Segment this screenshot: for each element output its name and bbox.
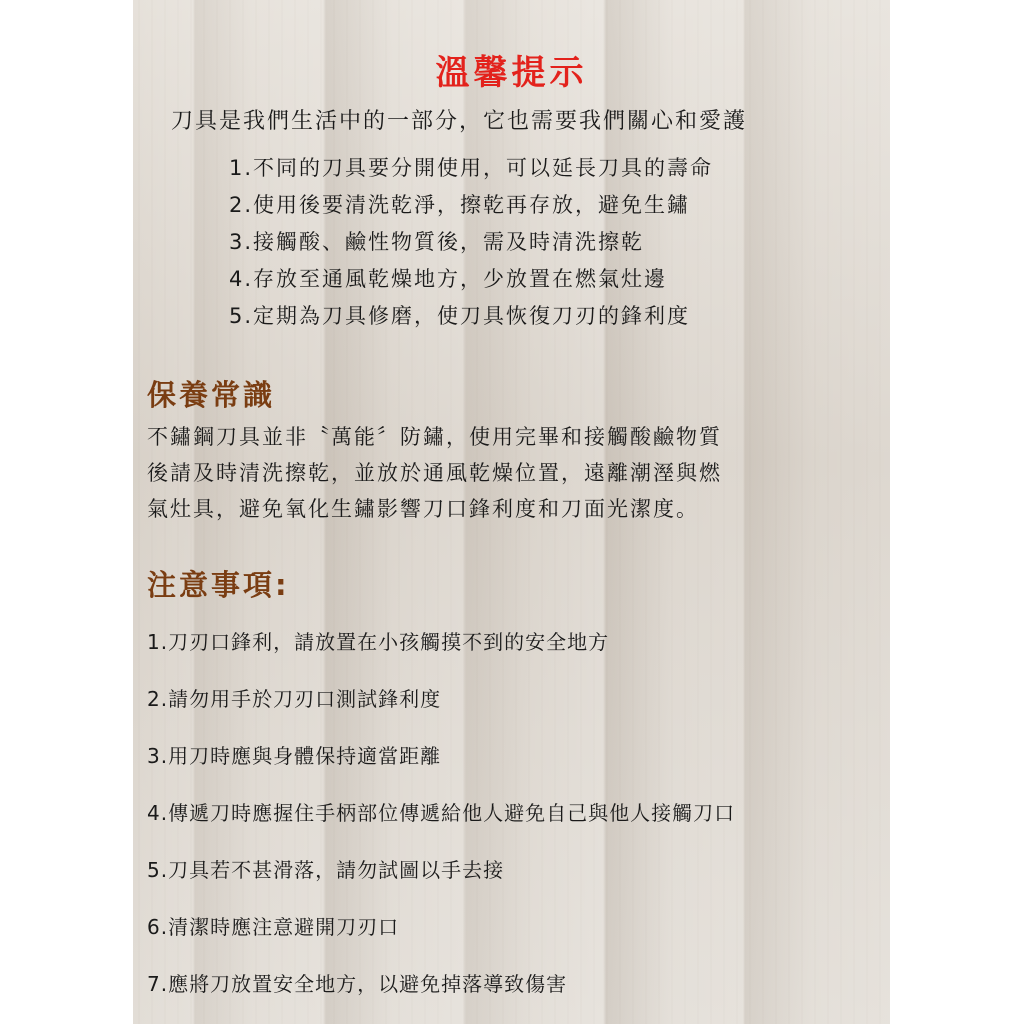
note-item: 1.刀刃口鋒利，請放置在小孩觸摸不到的安全地方 bbox=[147, 630, 610, 654]
tip-item: 4.存放至通風乾燥地方，少放置在燃氣灶邊 bbox=[229, 267, 668, 291]
note-item: 7.應將刀放置安全地方，以避免掉落導致傷害 bbox=[147, 972, 568, 996]
page-title: 溫馨提示 bbox=[435, 53, 588, 93]
note-item: 4.傳遞刀時應握住手柄部位傳遞給他人避免自己與他人接觸刀口 bbox=[147, 801, 736, 825]
tip-item: 3.接觸酸、鹼性物質後，需及時清洗擦乾 bbox=[229, 230, 645, 254]
note-item: 5.刀具若不甚滑落，請勿試圖以手去接 bbox=[147, 858, 505, 882]
care-line: 不鏽鋼刀具並非〝萬能〞防鏽，使用完畢和接觸酸鹼物質 bbox=[147, 425, 722, 449]
care-heading: 保養常識 bbox=[147, 378, 276, 412]
note-item: 6.清潔時應注意避開刀刃口 bbox=[147, 915, 400, 939]
notes-heading: 注意事項: bbox=[147, 568, 290, 602]
care-line: 後請及時清洗擦乾，並放於通風乾燥位置，遠離潮溼與燃 bbox=[147, 461, 722, 485]
note-item: 3.用刀時應與身體保持適當距離 bbox=[147, 744, 442, 768]
note-item: 2.請勿用手於刀刃口測試鋒利度 bbox=[147, 687, 442, 711]
care-line: 氣灶具，避免氧化生鏽影響刀口鋒利度和刀面光潔度。 bbox=[147, 497, 699, 521]
tip-item: 5.定期為刀具修磨，使刀具恢復刀刃的鋒利度 bbox=[229, 304, 691, 328]
tip-item: 2.使用後要清洗乾淨，擦乾再存放，避免生鏽 bbox=[229, 193, 691, 217]
intro-text: 刀具是我們生活中的一部分，它也需要我們關心和愛護 bbox=[171, 109, 748, 134]
tip-item: 1.不同的刀具要分開使用，可以延長刀具的壽命 bbox=[229, 156, 714, 180]
wood-board-background bbox=[133, 0, 890, 1024]
